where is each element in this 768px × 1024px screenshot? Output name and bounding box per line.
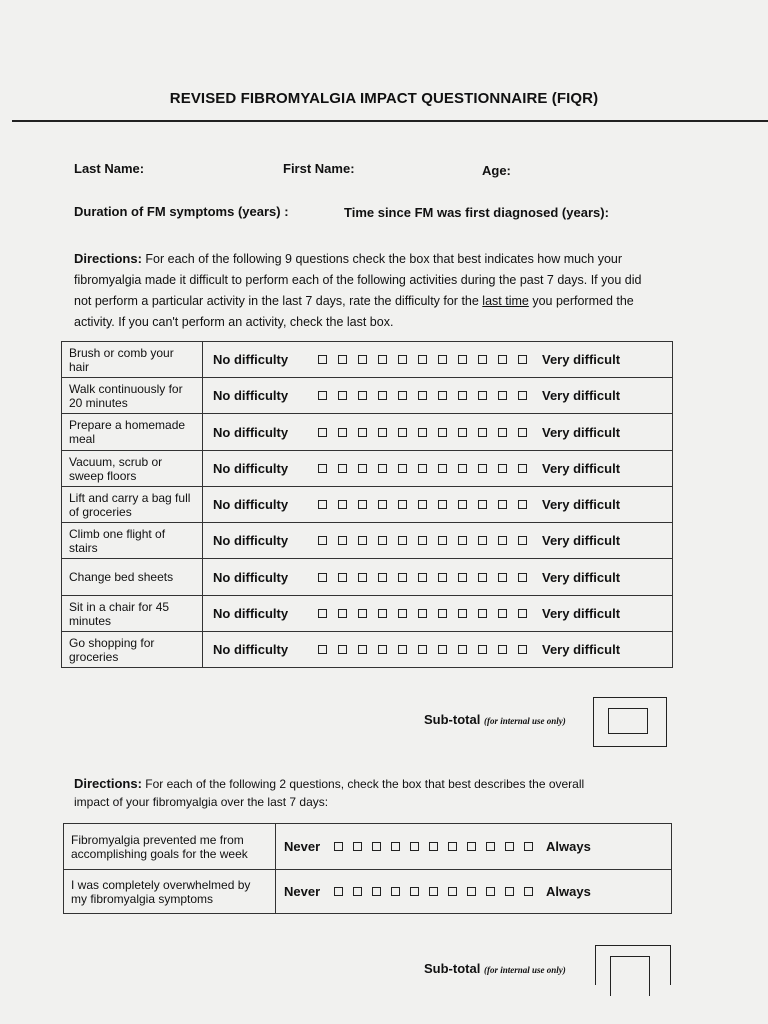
table-row — [62, 451, 673, 487]
question-text: I was completely overwhelmed by — [71, 877, 251, 892]
rating-checkbox[interactable] — [438, 609, 447, 618]
rating-checkbox[interactable] — [410, 842, 419, 851]
rating-checkbox[interactable] — [478, 428, 487, 437]
question-text: accomplishing goals for the week — [71, 846, 248, 861]
rating-checkbox[interactable] — [358, 500, 367, 509]
time-since-diagnosis-label: Time since FM was first diagnosed (years): — [344, 205, 609, 220]
checkbox-group — [318, 573, 527, 582]
scale-left-anchor: Never — [284, 839, 321, 854]
subtotal-1-box[interactable] — [608, 708, 648, 734]
rating-checkbox[interactable] — [467, 887, 476, 896]
rating-checkbox[interactable] — [378, 355, 387, 364]
scale-left-anchor: No difficulty — [213, 424, 289, 440]
rating-checkbox[interactable] — [505, 887, 514, 896]
rating-checkbox[interactable] — [398, 355, 407, 364]
question-cell — [62, 378, 203, 414]
rating-checkbox[interactable] — [338, 428, 347, 437]
rating-checkbox[interactable] — [438, 355, 447, 364]
rating-scale-cell — [203, 596, 673, 632]
rating-checkbox[interactable] — [478, 536, 487, 545]
checkbox-group — [318, 500, 527, 509]
scale-right-anchor: Very difficult — [542, 569, 621, 585]
rating-checkbox[interactable] — [338, 355, 347, 364]
rating-checkbox[interactable] — [391, 887, 400, 896]
rating-checkbox[interactable] — [334, 842, 343, 851]
question-text: Walk continuously for — [69, 381, 183, 396]
question-cell — [62, 559, 203, 596]
question-cell — [62, 596, 203, 632]
rating-checkbox[interactable] — [458, 428, 467, 437]
question-text: stairs — [69, 540, 98, 555]
directions-text: activity. If you can't perform an activity, check the last box. — [74, 315, 394, 329]
rating-checkbox[interactable] — [318, 609, 327, 618]
rating-checkbox[interactable] — [458, 573, 467, 582]
overall-impact-table — [63, 823, 672, 914]
rating-checkbox[interactable] — [498, 573, 507, 582]
scale-right-anchor: Very difficult — [542, 533, 621, 548]
rating-checkbox[interactable] — [318, 500, 327, 509]
question-text: Sit in a chair for 45 — [69, 599, 170, 614]
rating-checkbox[interactable] — [478, 500, 487, 509]
rating-checkbox[interactable] — [478, 464, 487, 473]
rating-checkbox[interactable] — [338, 645, 347, 654]
question-text: Go shopping for — [69, 635, 155, 650]
rating-checkbox[interactable] — [338, 464, 347, 473]
checkbox-group — [318, 391, 527, 400]
subtotal-note: (for internal use only) — [483, 716, 566, 726]
checkbox-group — [334, 887, 533, 896]
rating-checkbox[interactable] — [458, 391, 467, 400]
rating-checkbox[interactable] — [398, 464, 407, 473]
rating-checkbox[interactable] — [524, 842, 533, 851]
rating-checkbox[interactable] — [358, 464, 367, 473]
rating-scale-cell — [276, 870, 672, 914]
question-text: hair — [69, 359, 90, 374]
subtotal-1-frame — [593, 697, 667, 747]
rating-checkbox[interactable] — [518, 391, 527, 400]
rating-checkbox[interactable] — [378, 573, 387, 582]
rating-checkbox[interactable] — [498, 428, 507, 437]
rating-checkbox[interactable] — [358, 645, 367, 654]
rating-checkbox[interactable] — [438, 464, 447, 473]
rating-scale-cell — [203, 559, 673, 596]
rating-checkbox[interactable] — [378, 428, 387, 437]
rating-checkbox[interactable] — [398, 609, 407, 618]
question-cell — [62, 523, 203, 559]
checkbox-group — [318, 609, 527, 618]
rating-checkbox[interactable] — [418, 645, 427, 654]
rating-checkbox[interactable] — [398, 500, 407, 509]
scale-left-anchor: No difficulty — [213, 569, 289, 585]
question-cell — [62, 487, 203, 523]
title-divider — [12, 120, 768, 122]
rating-checkbox[interactable] — [438, 573, 447, 582]
scale-right-anchor: Always — [546, 884, 591, 899]
rating-checkbox[interactable] — [334, 887, 343, 896]
rating-checkbox[interactable] — [398, 428, 407, 437]
rating-checkbox[interactable] — [418, 464, 427, 473]
rating-checkbox[interactable] — [418, 609, 427, 618]
rating-checkbox[interactable] — [378, 536, 387, 545]
question-cell — [64, 824, 276, 870]
rating-scale-cell — [203, 632, 673, 668]
rating-checkbox[interactable] — [353, 887, 362, 896]
duration-label: Duration of FM symptoms (years) : — [74, 204, 289, 219]
activity-difficulty-table — [61, 341, 673, 668]
rating-checkbox[interactable] — [458, 464, 467, 473]
rating-checkbox[interactable] — [498, 464, 507, 473]
rating-checkbox[interactable] — [458, 500, 467, 509]
rating-checkbox[interactable] — [478, 645, 487, 654]
rating-checkbox[interactable] — [391, 842, 400, 851]
rating-checkbox[interactable] — [358, 355, 367, 364]
rating-checkbox[interactable] — [498, 500, 507, 509]
rating-checkbox[interactable] — [338, 536, 347, 545]
rating-checkbox[interactable] — [378, 391, 387, 400]
rating-scale-cell — [203, 414, 673, 451]
rating-checkbox[interactable] — [418, 355, 427, 364]
rating-checkbox[interactable] — [318, 573, 327, 582]
rating-checkbox[interactable] — [418, 428, 427, 437]
table-row — [62, 414, 673, 451]
rating-checkbox[interactable] — [458, 355, 467, 364]
rating-checkbox[interactable] — [318, 391, 327, 400]
question-text: Vacuum, scrub or — [69, 454, 163, 469]
rating-checkbox[interactable] — [518, 355, 527, 364]
rating-checkbox[interactable] — [338, 609, 347, 618]
scale-right-anchor: Always — [546, 839, 591, 854]
table-row — [62, 523, 673, 559]
rating-checkbox[interactable] — [498, 609, 507, 618]
rating-checkbox[interactable] — [498, 536, 507, 545]
rating-checkbox[interactable] — [398, 573, 407, 582]
rating-checkbox[interactable] — [438, 500, 447, 509]
section2-directions — [74, 775, 734, 811]
scale-right-anchor: Very difficult — [542, 642, 621, 657]
table-row — [62, 559, 673, 596]
question-cell — [62, 414, 203, 451]
table-row — [62, 378, 673, 414]
question-text: my fibromyalgia symptoms — [71, 891, 214, 906]
age-label: Age: — [482, 163, 511, 178]
rating-checkbox[interactable] — [378, 645, 387, 654]
rating-checkbox[interactable] — [358, 609, 367, 618]
directions-text: you performed the — [528, 294, 634, 308]
rating-scale-cell — [203, 342, 673, 378]
rating-checkbox[interactable] — [358, 536, 367, 545]
rating-checkbox[interactable] — [398, 391, 407, 400]
rating-checkbox[interactable] — [398, 645, 407, 654]
question-text: of groceries — [69, 504, 132, 519]
rating-checkbox[interactable] — [498, 355, 507, 364]
question-text: minutes — [69, 613, 112, 628]
question-cell — [62, 342, 203, 378]
subtotal-note: (for internal use only) — [483, 965, 566, 975]
rating-checkbox[interactable] — [498, 391, 507, 400]
directions-text: impact of your fibromyalgia over the last 7 days: — [74, 795, 329, 809]
rating-checkbox[interactable] — [478, 609, 487, 618]
rating-checkbox[interactable] — [318, 536, 327, 545]
rating-checkbox[interactable] — [448, 887, 457, 896]
scale-left-anchor: No difficulty — [213, 461, 289, 476]
first-name-label: First Name: — [283, 161, 355, 176]
rating-checkbox[interactable] — [318, 428, 327, 437]
rating-checkbox[interactable] — [438, 428, 447, 437]
rating-checkbox[interactable] — [438, 645, 447, 654]
table-row — [64, 824, 672, 870]
question-text: groceries — [69, 649, 119, 664]
rating-checkbox[interactable] — [486, 842, 495, 851]
rating-checkbox[interactable] — [378, 464, 387, 473]
directions-label: Directions: — [74, 251, 142, 266]
rating-checkbox[interactable] — [518, 428, 527, 437]
question-text: Change bed sheets — [69, 570, 174, 584]
rating-checkbox[interactable] — [378, 609, 387, 618]
scale-left-anchor: No difficulty — [213, 606, 289, 621]
rating-checkbox[interactable] — [467, 842, 476, 851]
question-text: meal — [69, 432, 96, 446]
scale-left-anchor: No difficulty — [213, 388, 289, 403]
question-cell — [64, 870, 276, 914]
rating-checkbox[interactable] — [518, 464, 527, 473]
scale-left-anchor: No difficulty — [213, 533, 289, 548]
subtotal-2-box[interactable] — [610, 956, 650, 996]
directions-text: not perform a particular activity in the last 7 days, rate the difficulty for the — [74, 294, 483, 308]
rating-checkbox[interactable] — [478, 391, 487, 400]
rating-checkbox[interactable] — [438, 536, 447, 545]
rating-scale-cell — [276, 824, 672, 870]
scale-left-anchor: No difficulty — [213, 352, 289, 367]
question-text: sweep floors — [69, 468, 137, 483]
rating-checkbox[interactable] — [438, 391, 447, 400]
question-text: Brush or comb your — [69, 345, 174, 360]
checkbox-group — [318, 536, 527, 545]
scale-left-anchor: No difficulty — [213, 642, 289, 657]
rating-checkbox[interactable] — [478, 573, 487, 582]
question-cell — [62, 632, 203, 668]
directions-label: Directions: — [74, 776, 142, 791]
table-row — [62, 342, 673, 378]
table-row — [62, 632, 673, 668]
rating-checkbox[interactable] — [429, 842, 438, 851]
rating-checkbox[interactable] — [398, 536, 407, 545]
checkbox-group — [318, 464, 527, 473]
rating-checkbox[interactable] — [505, 842, 514, 851]
rating-scale-cell — [203, 523, 673, 559]
scale-right-anchor: Very difficult — [542, 461, 621, 476]
last-name-label: Last Name: — [74, 161, 145, 176]
subtotal-1-label — [424, 712, 566, 727]
rating-checkbox[interactable] — [486, 887, 495, 896]
rating-checkbox[interactable] — [358, 391, 367, 400]
rating-checkbox[interactable] — [458, 609, 467, 618]
rating-checkbox[interactable] — [478, 355, 487, 364]
rating-checkbox[interactable] — [338, 573, 347, 582]
rating-checkbox[interactable] — [518, 645, 527, 654]
rating-checkbox[interactable] — [458, 645, 467, 654]
rating-checkbox[interactable] — [318, 355, 327, 364]
rating-checkbox[interactable] — [429, 887, 438, 896]
rating-checkbox[interactable] — [518, 609, 527, 618]
rating-checkbox[interactable] — [524, 887, 533, 896]
checkbox-group — [318, 428, 527, 437]
rating-checkbox[interactable] — [358, 428, 367, 437]
scale-right-anchor: Very difficult — [542, 388, 621, 403]
rating-checkbox[interactable] — [358, 573, 367, 582]
rating-checkbox[interactable] — [518, 573, 527, 582]
rating-scale-cell — [203, 451, 673, 487]
rating-checkbox[interactable] — [418, 500, 427, 509]
question-text: Fibromyalgia prevented me from — [71, 832, 244, 847]
rating-checkbox[interactable] — [518, 500, 527, 509]
scale-right-anchor: Very difficult — [542, 606, 621, 621]
rating-checkbox[interactable] — [418, 573, 427, 582]
subtotal-text: Sub-total — [424, 961, 481, 976]
question-text: Prepare a homemade — [69, 418, 186, 432]
rating-checkbox[interactable] — [518, 536, 527, 545]
checkbox-group — [318, 355, 527, 364]
rating-checkbox[interactable] — [378, 500, 387, 509]
rating-checkbox[interactable] — [448, 842, 457, 851]
table-row — [62, 596, 673, 632]
rating-checkbox[interactable] — [498, 645, 507, 654]
directions-text: For each of the following 2 questions, check the box that best describes the overall — [145, 777, 585, 791]
subtotal-2-frame — [595, 945, 671, 985]
checkbox-group — [334, 842, 533, 851]
rating-checkbox[interactable] — [418, 391, 427, 400]
subtotal-text: Sub-total — [424, 712, 481, 727]
rating-checkbox[interactable] — [372, 842, 381, 851]
scale-left-anchor: Never — [284, 884, 321, 899]
rating-scale-cell — [203, 487, 673, 523]
directions-text: For each of the following 9 questions check the box that best indicates how much your — [145, 252, 623, 266]
table-row — [62, 487, 673, 523]
scale-right-anchor: Very difficult — [542, 497, 621, 512]
rating-checkbox[interactable] — [418, 536, 427, 545]
rating-checkbox[interactable] — [338, 500, 347, 509]
scale-right-anchor: Very difficult — [542, 424, 621, 440]
scale-left-anchor: No difficulty — [213, 497, 289, 512]
page-title: REVISED FIBROMYALGIA IMPACT QUESTIONNAIRE (FIQR) — [169, 90, 599, 107]
rating-checkbox[interactable] — [410, 887, 419, 896]
subtotal-2-label — [424, 961, 566, 976]
rating-checkbox[interactable] — [338, 391, 347, 400]
rating-checkbox[interactable] — [353, 842, 362, 851]
rating-checkbox[interactable] — [318, 645, 327, 654]
question-cell — [62, 451, 203, 487]
rating-scale-cell — [203, 378, 673, 414]
table-row — [64, 870, 672, 914]
question-text: Lift and carry a bag full — [69, 490, 191, 505]
rating-checkbox[interactable] — [318, 464, 327, 473]
rating-checkbox[interactable] — [372, 887, 381, 896]
scale-right-anchor: Very difficult — [542, 352, 621, 367]
checkbox-group — [318, 645, 527, 654]
directions-emphasis: last time — [482, 294, 529, 308]
question-text: 20 minutes — [69, 395, 128, 410]
section1-directions — [74, 248, 734, 333]
rating-checkbox[interactable] — [458, 536, 467, 545]
directions-text: fibromyalgia made it difficult to perform each of the following activities during the past 7 days. If you did — [74, 273, 642, 287]
question-text: Climb one flight of — [69, 526, 166, 541]
